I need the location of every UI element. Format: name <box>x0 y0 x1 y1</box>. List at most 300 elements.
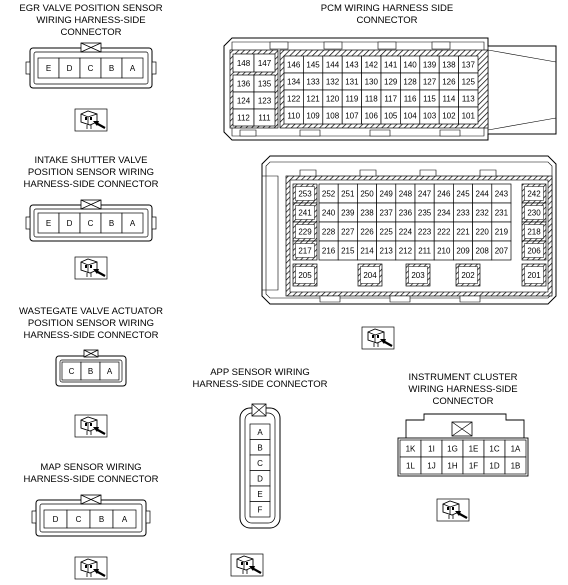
pcm-title-line1: PCM WIRING HARNESS SIDE <box>320 3 454 14</box>
pin-cell <box>400 90 419 107</box>
pin-label: 105 <box>384 111 398 121</box>
pin-label: 114 <box>442 94 456 104</box>
pin-label: A <box>129 64 136 73</box>
connector-view-icon <box>362 327 394 349</box>
pin-cell <box>442 440 463 457</box>
pin-label: A <box>106 367 113 376</box>
pin-cell <box>400 440 421 457</box>
pin-label: 146 <box>287 60 301 70</box>
pin-cell <box>293 203 317 222</box>
pin-cell <box>473 203 492 222</box>
pin-cell <box>362 73 381 90</box>
pin-label: 1L <box>406 461 415 471</box>
pin-label: 106 <box>364 111 378 121</box>
pin-label: 132 <box>325 77 340 87</box>
pin-label: 239 <box>341 208 355 218</box>
pin-cell <box>463 440 484 457</box>
pin-label: 119 <box>345 94 359 104</box>
pin-cell <box>254 54 275 72</box>
pin-label: 102 <box>442 111 456 121</box>
wastegate-title-line3: HARNESS-SIDE CONNECTOR <box>23 330 159 341</box>
pin-label: 116 <box>403 94 417 104</box>
pin-cell <box>250 486 270 502</box>
pin-label: 1B <box>510 461 521 471</box>
pin-cell <box>342 107 361 124</box>
pin-label: 145 <box>306 60 320 70</box>
pin-label: E <box>257 489 263 499</box>
pin-label: 125 <box>461 77 475 87</box>
pin-cell <box>377 222 396 241</box>
pin-cell <box>250 424 270 440</box>
pin-cell <box>284 107 303 124</box>
egr-pin-row <box>38 58 143 78</box>
pin-label: 226 <box>360 227 374 237</box>
pin-label: 115 <box>423 94 436 104</box>
pin-label: B <box>98 515 105 524</box>
pin-label: 147 <box>257 59 272 68</box>
pin-label: 236 <box>398 208 413 218</box>
pin-cell <box>377 184 396 203</box>
pin-label: 242 <box>527 189 541 199</box>
pin-cell <box>254 109 275 126</box>
pin-label: 104 <box>403 111 417 121</box>
pin-label: 225 <box>379 227 393 237</box>
app-sensor-connector <box>193 367 328 576</box>
pin-label: 1A <box>510 444 521 454</box>
intake-title-line1: INTAKE SHUTTER VALVE <box>34 155 148 166</box>
wastegate-title-line2: POSITION SENSOR WIRING <box>27 318 155 329</box>
pin-label: 1G <box>447 444 458 454</box>
pin-label: 241 <box>298 208 312 218</box>
pin-label: 103 <box>422 111 437 121</box>
pin-cell <box>400 56 419 73</box>
pin-label: 101 <box>461 111 475 121</box>
pin-label: C <box>87 219 94 228</box>
pin-label: 148 <box>236 59 251 68</box>
pin-cell <box>492 241 511 260</box>
pin-cell <box>459 90 478 107</box>
pin-cell <box>400 107 419 124</box>
pin-cell <box>293 222 317 241</box>
pin-cell <box>62 362 81 380</box>
pin-cell <box>233 109 254 126</box>
pin-label: 206 <box>527 246 541 256</box>
pin-cell <box>439 107 458 124</box>
pin-label: 130 <box>364 77 378 87</box>
pin-cell <box>233 92 254 109</box>
pin-label: 1I <box>428 444 435 454</box>
pin-cell <box>303 90 322 107</box>
pin-label: 108 <box>325 111 340 121</box>
pin-cell <box>459 73 478 90</box>
pin-label: 109 <box>306 111 320 121</box>
connector-view-icon <box>75 109 107 131</box>
pin-cell <box>250 502 270 518</box>
pin-cell <box>381 90 400 107</box>
pin-cell <box>473 184 492 203</box>
pin-label: 228 <box>321 227 336 237</box>
pin-cell <box>420 56 439 73</box>
pin-label: 246 <box>437 189 451 199</box>
pin-cell <box>342 90 361 107</box>
connector-view-icon <box>75 557 107 579</box>
pin-label: 213 <box>379 246 393 256</box>
pin-label: 123 <box>257 96 272 106</box>
pin-label: 221 <box>456 227 470 237</box>
pin-label: 243 <box>494 189 509 199</box>
pin-label: 128 <box>403 77 417 87</box>
pin-label: 122 <box>287 94 301 104</box>
pin-cell <box>362 90 381 107</box>
pin-cell <box>442 457 463 474</box>
pin-cell <box>484 440 505 457</box>
pin-cell <box>396 222 415 241</box>
pin-label: 248 <box>398 189 413 199</box>
pin-label: 253 <box>298 189 312 199</box>
pin-cell <box>113 510 136 528</box>
pin-label: 203 <box>411 271 425 280</box>
pin-label: 217 <box>298 246 312 256</box>
pin-label: 135 <box>257 79 272 89</box>
pin-cell <box>415 203 434 222</box>
pin-cell <box>522 222 546 241</box>
pin-label: C <box>87 64 94 73</box>
pin-label: 247 <box>417 189 432 199</box>
pin-cell <box>434 184 453 203</box>
pin-cell <box>434 222 453 241</box>
pin-cell <box>505 457 526 474</box>
pin-label: 140 <box>403 60 417 70</box>
pin-label: 138 <box>442 60 456 70</box>
pin-label: 117 <box>384 94 398 104</box>
pin-label: 207 <box>494 246 509 256</box>
wastegate-connector <box>19 306 163 437</box>
pin-label: 249 <box>379 189 393 199</box>
pin-cell <box>254 92 275 109</box>
pin-label: A <box>257 427 263 437</box>
pin-cell <box>233 54 254 72</box>
pin-label: 112 <box>237 113 250 123</box>
pin-label: 126 <box>442 77 456 87</box>
pin-cell <box>122 213 143 233</box>
pin-cell <box>439 73 458 90</box>
pin-label: 232 <box>475 208 489 218</box>
pin-label: C <box>75 515 82 524</box>
pin-label: 131 <box>345 77 359 87</box>
pin-cell <box>473 222 492 241</box>
egr-title-line1: EGR VALVE POSITION SENSOR <box>19 3 163 14</box>
intake-title-line2: POSITION SENSOR WIRING <box>27 167 155 178</box>
pin-cell <box>323 107 342 124</box>
pin-cell <box>439 90 458 107</box>
pin-cell <box>362 107 381 124</box>
pin-cell <box>522 264 546 286</box>
pin-label: 235 <box>417 208 432 218</box>
pin-label: 129 <box>384 77 398 87</box>
pin-cell <box>293 241 317 260</box>
pin-label: 244 <box>475 189 489 199</box>
pin-label: 222 <box>437 227 451 237</box>
pin-cell <box>415 222 434 241</box>
pin-label: 229 <box>298 227 312 237</box>
pcm-upper-pin-grid <box>233 54 478 126</box>
cluster-title-line2: WIRING HARNESS-SIDE <box>408 384 518 395</box>
pin-label: 118 <box>364 94 378 104</box>
pin-cell <box>233 75 254 92</box>
pin-label: E <box>45 64 52 73</box>
egr-title-line3: CONNECTOR <box>60 27 122 38</box>
pin-cell <box>90 510 113 528</box>
pin-cell <box>254 75 275 92</box>
pin-label: B <box>257 443 263 453</box>
pin-cell <box>38 58 59 78</box>
pin-cell <box>100 362 119 380</box>
pin-label: 1C <box>489 444 500 454</box>
pin-cell <box>303 73 322 90</box>
pin-cell <box>80 213 101 233</box>
pin-cell <box>323 56 342 73</box>
app-title-line1: APP SENSOR WIRING <box>210 367 310 378</box>
pin-cell <box>44 510 67 528</box>
cluster-title-line3: CONNECTOR <box>432 396 494 407</box>
pin-cell <box>420 107 439 124</box>
pin-label: 211 <box>418 246 431 256</box>
pin-label: 215 <box>341 246 355 256</box>
pin-cell <box>319 184 338 203</box>
pin-label: 1H <box>447 461 458 471</box>
pin-label: 224 <box>398 227 413 237</box>
pin-cell <box>492 203 511 222</box>
pin-label: 219 <box>494 227 509 237</box>
pin-cell <box>59 58 80 78</box>
pin-label: 223 <box>417 227 432 237</box>
pcm-title-line2: CONNECTOR <box>356 15 418 26</box>
pin-label: 227 <box>341 227 355 237</box>
map-pin-row <box>44 510 136 528</box>
pin-cell <box>358 264 382 286</box>
connector-view-icon <box>231 554 263 576</box>
pin-cell <box>362 56 381 73</box>
pin-cell <box>101 58 122 78</box>
connector-view-icon <box>75 257 107 279</box>
pin-label: 250 <box>360 189 374 199</box>
pin-label: 107 <box>345 111 359 121</box>
pin-label: 201 <box>527 271 541 280</box>
pin-label: C <box>257 458 263 468</box>
pin-label: 1E <box>468 444 479 454</box>
pin-cell <box>357 222 376 241</box>
connector-view-icon <box>75 415 107 437</box>
pin-cell <box>303 107 322 124</box>
pin-cell <box>421 440 442 457</box>
pin-label: 142 <box>364 60 378 70</box>
pin-cell <box>319 222 338 241</box>
pin-cell <box>357 184 376 203</box>
pin-label: 1K <box>405 444 416 454</box>
pin-cell <box>459 56 478 73</box>
pin-label: 251 <box>341 189 355 199</box>
wastegate-title-line1: WASTEGATE VALVE ACTUATOR <box>19 306 163 317</box>
pin-cell <box>284 90 303 107</box>
pin-label: 233 <box>456 208 470 218</box>
pin-label: A <box>129 219 136 228</box>
pin-cell <box>453 184 472 203</box>
pin-label: 121 <box>306 94 320 104</box>
pin-cell <box>377 241 396 260</box>
pin-label: 220 <box>475 227 489 237</box>
egr-valve-connector <box>19 3 162 131</box>
pin-label: 204 <box>363 271 377 280</box>
pin-cell <box>456 264 480 286</box>
pin-label: 209 <box>456 246 470 256</box>
connector-view-icon <box>437 499 469 521</box>
pin-cell <box>59 213 80 233</box>
pin-label: 144 <box>325 60 340 70</box>
pin-cell <box>319 241 338 260</box>
pin-cell <box>406 264 430 286</box>
pin-cell <box>38 213 59 233</box>
pin-cell <box>381 73 400 90</box>
pin-cell <box>381 107 400 124</box>
pin-cell <box>338 203 357 222</box>
pin-label: D <box>52 515 59 524</box>
pin-label: 202 <box>461 271 475 280</box>
pin-label: 134 <box>287 77 301 87</box>
pin-label: 245 <box>456 189 470 199</box>
pin-cell <box>338 222 357 241</box>
pin-cell <box>323 90 342 107</box>
pin-cell <box>293 264 317 286</box>
pin-cell <box>522 241 546 260</box>
pin-label: D <box>257 474 263 484</box>
pin-label: B <box>108 64 115 73</box>
pin-cell <box>420 90 439 107</box>
pin-cell <box>453 222 472 241</box>
pin-cell <box>459 107 478 124</box>
pin-cell <box>357 241 376 260</box>
pin-cell <box>122 58 143 78</box>
pin-label: 252 <box>321 189 336 199</box>
intake-title-line3: HARNESS-SIDE CONNECTOR <box>23 179 159 190</box>
pin-label: 231 <box>494 208 509 218</box>
app-pin-column <box>250 424 270 517</box>
pin-label: A <box>121 515 128 524</box>
wastegate-pin-row <box>62 362 119 380</box>
pin-cell <box>396 184 415 203</box>
pin-label: D <box>66 64 73 73</box>
pin-label: C <box>68 367 75 376</box>
pin-cell <box>453 203 472 222</box>
pin-cell <box>381 56 400 73</box>
pin-label: 212 <box>398 246 413 256</box>
intake-shutter-connector <box>24 155 159 279</box>
pin-label: 237 <box>379 208 393 218</box>
pin-label: 208 <box>475 246 489 256</box>
pin-label: 136 <box>236 79 251 89</box>
pin-label: 143 <box>345 60 359 70</box>
pin-cell <box>439 56 458 73</box>
pin-label: B <box>87 367 94 376</box>
pin-cell <box>80 58 101 78</box>
pin-label: 1F <box>468 461 479 471</box>
pin-cell <box>338 241 357 260</box>
pcm-connector <box>224 3 556 349</box>
pin-label: 234 <box>437 208 451 218</box>
pin-label: 113 <box>461 94 475 104</box>
pin-cell <box>396 241 415 260</box>
pin-cell <box>250 455 270 471</box>
pin-cell <box>396 203 415 222</box>
pin-cell <box>101 213 122 233</box>
pin-cell <box>492 184 511 203</box>
pin-cell <box>484 457 505 474</box>
pin-label: 1J <box>427 461 436 471</box>
pin-label: 218 <box>527 227 541 237</box>
pin-cell <box>250 471 270 487</box>
pin-label: 205 <box>298 271 312 280</box>
pin-label: 216 <box>321 246 336 256</box>
pin-label: 127 <box>422 77 437 87</box>
pin-cell <box>492 222 511 241</box>
pin-cell <box>415 241 434 260</box>
pin-cell <box>522 184 546 203</box>
pin-cell <box>319 203 338 222</box>
pin-cell <box>505 440 526 457</box>
pin-cell <box>463 457 484 474</box>
pin-label: 124 <box>236 96 251 106</box>
map-sensor-connector <box>24 462 159 579</box>
pin-label: 230 <box>527 208 541 218</box>
pin-cell <box>434 203 453 222</box>
pin-label: E <box>45 219 52 228</box>
intake-pin-row <box>38 213 143 233</box>
pin-cell <box>67 510 90 528</box>
pin-label: 139 <box>422 60 437 70</box>
pin-label: 120 <box>325 94 340 104</box>
cluster-title-line1: INSTRUMENT CLUSTER <box>408 372 518 383</box>
pin-cell <box>522 203 546 222</box>
pin-label: 141 <box>384 60 398 70</box>
pin-label: 137 <box>461 60 475 70</box>
pin-cell <box>420 73 439 90</box>
pin-label: 110 <box>287 111 301 121</box>
pin-cell <box>377 203 396 222</box>
pin-cell <box>342 73 361 90</box>
pin-cell <box>303 56 322 73</box>
pin-label: 238 <box>360 208 374 218</box>
cluster-pin-grid <box>400 440 526 474</box>
pin-cell <box>250 440 270 456</box>
pin-cell <box>323 73 342 90</box>
pin-cell <box>284 56 303 73</box>
map-title-line2: HARNESS-SIDE CONNECTOR <box>23 474 159 485</box>
pin-label: F <box>257 505 263 515</box>
pin-label: 1D <box>489 461 500 471</box>
pin-cell <box>338 184 357 203</box>
pin-cell <box>421 457 442 474</box>
instrument-cluster-connector <box>398 372 528 521</box>
egr-title-line2: WIRING HARNESS-SIDE <box>36 15 146 26</box>
pin-cell <box>357 203 376 222</box>
pin-label: 111 <box>258 113 271 123</box>
pin-label: B <box>108 219 115 228</box>
pin-label: 214 <box>360 246 374 256</box>
pin-cell <box>400 457 421 474</box>
pin-cell <box>293 184 317 203</box>
pin-label: 240 <box>321 208 336 218</box>
pin-cell <box>434 241 453 260</box>
pin-cell <box>342 56 361 73</box>
